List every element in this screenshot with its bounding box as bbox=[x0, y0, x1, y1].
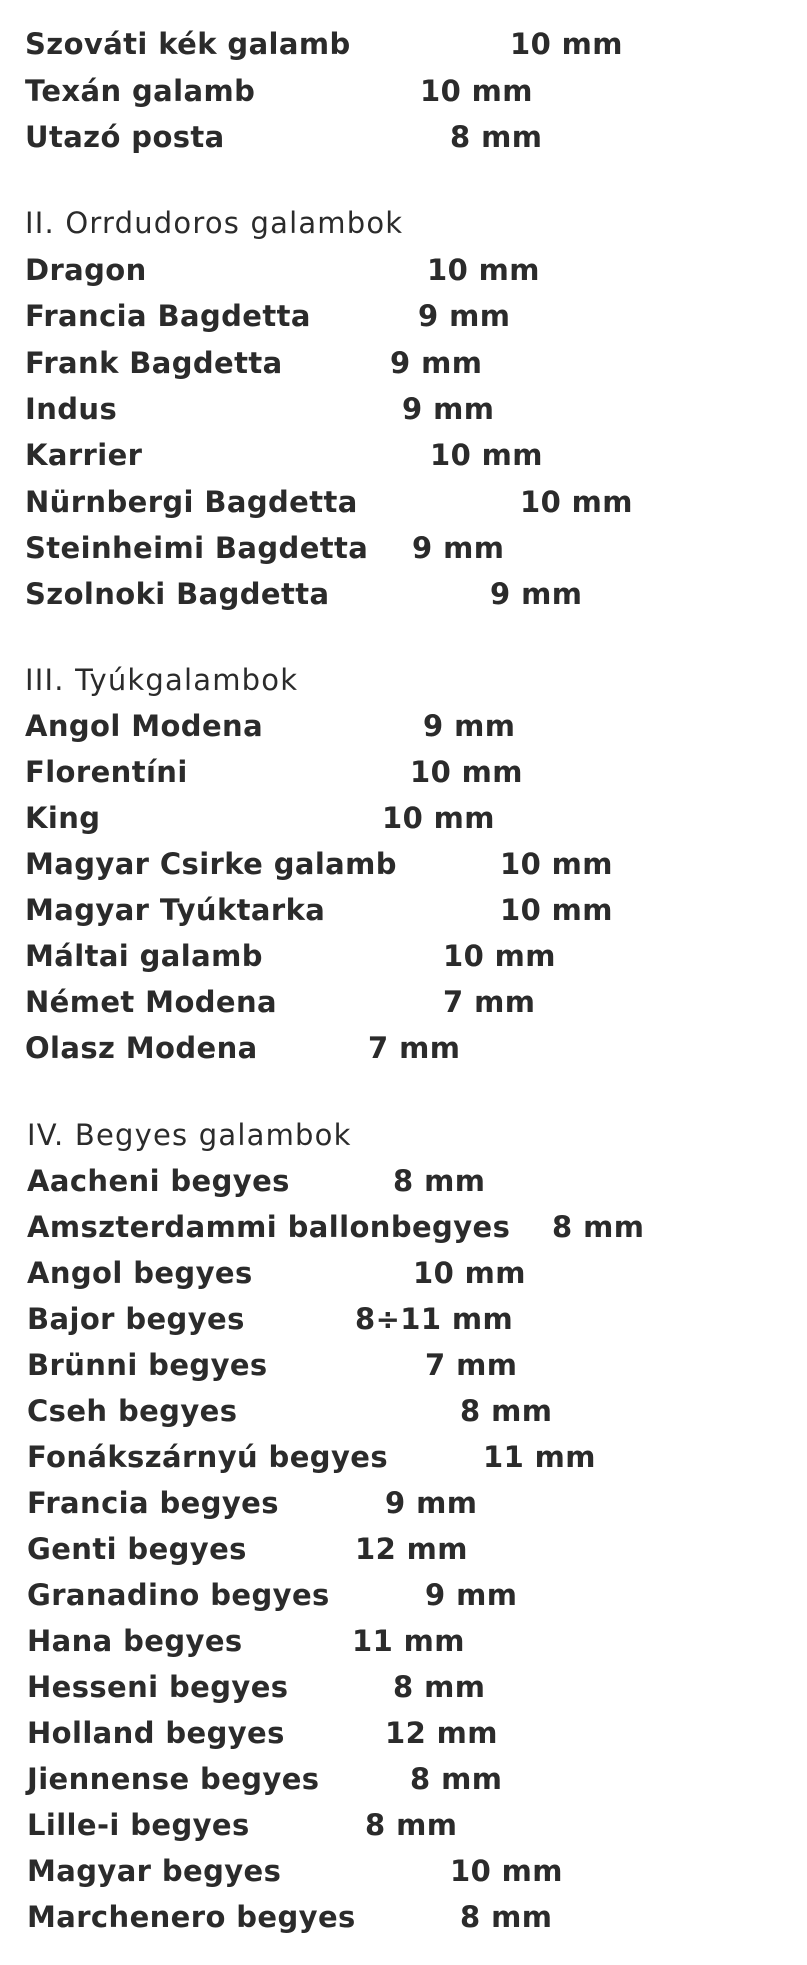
ring-size: 9 mm bbox=[412, 531, 505, 565]
breed-name: King bbox=[25, 801, 101, 835]
section-heading: III. Tyúkgalambok bbox=[25, 663, 299, 697]
breed-name: Angol Modena bbox=[25, 709, 264, 743]
breed-name: Aacheni begyes bbox=[27, 1164, 290, 1198]
breed-name: Dragon bbox=[25, 253, 147, 287]
ring-size: 7 mm bbox=[443, 985, 536, 1019]
breed-name: Hana begyes bbox=[27, 1624, 243, 1658]
ring-size: 10 mm bbox=[443, 939, 556, 973]
ring-size: 9 mm bbox=[402, 392, 495, 426]
ring-size: 10 mm bbox=[520, 485, 633, 519]
section-heading: IV. Begyes galambok bbox=[27, 1118, 352, 1152]
breed-name: Jiennense begyes bbox=[27, 1762, 320, 1796]
ring-size: 7 mm bbox=[368, 1031, 461, 1065]
ring-size: 8 mm bbox=[460, 1394, 553, 1428]
ring-size: 8 mm bbox=[450, 120, 543, 154]
breed-name: Indus bbox=[25, 392, 118, 426]
breed-name: Texán galamb bbox=[25, 74, 256, 108]
ring-size: 10 mm bbox=[510, 27, 623, 61]
ring-size: 10 mm bbox=[430, 438, 543, 472]
breed-name: Magyar begyes bbox=[27, 1854, 282, 1888]
breed-name: Florentíni bbox=[25, 755, 188, 789]
ring-size: 7 mm bbox=[425, 1348, 518, 1382]
ring-size: 8 mm bbox=[393, 1164, 486, 1198]
breed-name: Marchenero begyes bbox=[27, 1900, 356, 1934]
ring-size: 9 mm bbox=[418, 299, 511, 333]
ring-size: 9 mm bbox=[390, 346, 483, 380]
ring-size: 12 mm bbox=[355, 1532, 468, 1566]
section-heading: II. Orrdudoros galambok bbox=[25, 206, 404, 240]
breed-name: Nürnbergi Bagdetta bbox=[25, 485, 358, 519]
ring-size: 9 mm bbox=[425, 1578, 518, 1612]
breed-name: Amszterdammi ballonbegyes bbox=[27, 1210, 511, 1244]
breed-name: Utazó posta bbox=[25, 120, 225, 154]
breed-name: Francia begyes bbox=[27, 1486, 279, 1520]
ring-size: 8 mm bbox=[410, 1762, 503, 1796]
breed-name: Granadino begyes bbox=[27, 1578, 330, 1612]
breed-name: Francia Bagdetta bbox=[25, 299, 311, 333]
ring-size: 12 mm bbox=[385, 1716, 498, 1750]
breed-name: Hesseni begyes bbox=[27, 1670, 289, 1704]
breed-name: Steinheimi Bagdetta bbox=[25, 531, 369, 565]
ring-size: 8 mm bbox=[552, 1210, 645, 1244]
ring-size: 10 mm bbox=[427, 253, 540, 287]
breed-name: Magyar Tyúktarka bbox=[25, 893, 326, 927]
breed-name: Frank Bagdetta bbox=[25, 346, 283, 380]
breed-name: Máltai galamb bbox=[25, 939, 263, 973]
breed-name: Magyar Csirke galamb bbox=[25, 847, 397, 881]
breed-name: Karrier bbox=[25, 438, 143, 472]
breed-name: Olasz Modena bbox=[25, 1031, 258, 1065]
ring-size: 10 mm bbox=[410, 755, 523, 789]
breed-name: Szolnoki Bagdetta bbox=[25, 577, 330, 611]
breed-name: Német Modena bbox=[25, 985, 278, 1019]
ring-size: 10 mm bbox=[450, 1854, 563, 1888]
ring-size: 9 mm bbox=[490, 577, 583, 611]
ring-size: 10 mm bbox=[382, 801, 495, 835]
ring-size: 11 mm bbox=[352, 1624, 465, 1658]
breed-name: Holland begyes bbox=[27, 1716, 285, 1750]
ring-size: 10 mm bbox=[420, 74, 533, 108]
breed-name: Szováti kék galamb bbox=[25, 27, 351, 61]
ring-size: 8÷11 mm bbox=[355, 1302, 514, 1336]
ring-size: 11 mm bbox=[483, 1440, 596, 1474]
ring-size: 10 mm bbox=[500, 893, 613, 927]
breed-name: Genti begyes bbox=[27, 1532, 247, 1566]
ring-size: 9 mm bbox=[385, 1486, 478, 1520]
ring-size: 8 mm bbox=[365, 1808, 458, 1842]
breed-name: Bajor begyes bbox=[27, 1302, 245, 1336]
ring-size: 9 mm bbox=[423, 709, 516, 743]
breed-name: Brünni begyes bbox=[27, 1348, 268, 1382]
breed-name: Fonákszárnyú begyes bbox=[27, 1440, 388, 1474]
ring-size: 10 mm bbox=[500, 847, 613, 881]
breed-name: Angol begyes bbox=[27, 1256, 253, 1290]
breed-name: Lille-i begyes bbox=[27, 1808, 250, 1842]
ring-size: 10 mm bbox=[413, 1256, 526, 1290]
ring-size: 8 mm bbox=[460, 1900, 553, 1934]
breed-name: Cseh begyes bbox=[27, 1394, 238, 1428]
ring-size: 8 mm bbox=[393, 1670, 486, 1704]
